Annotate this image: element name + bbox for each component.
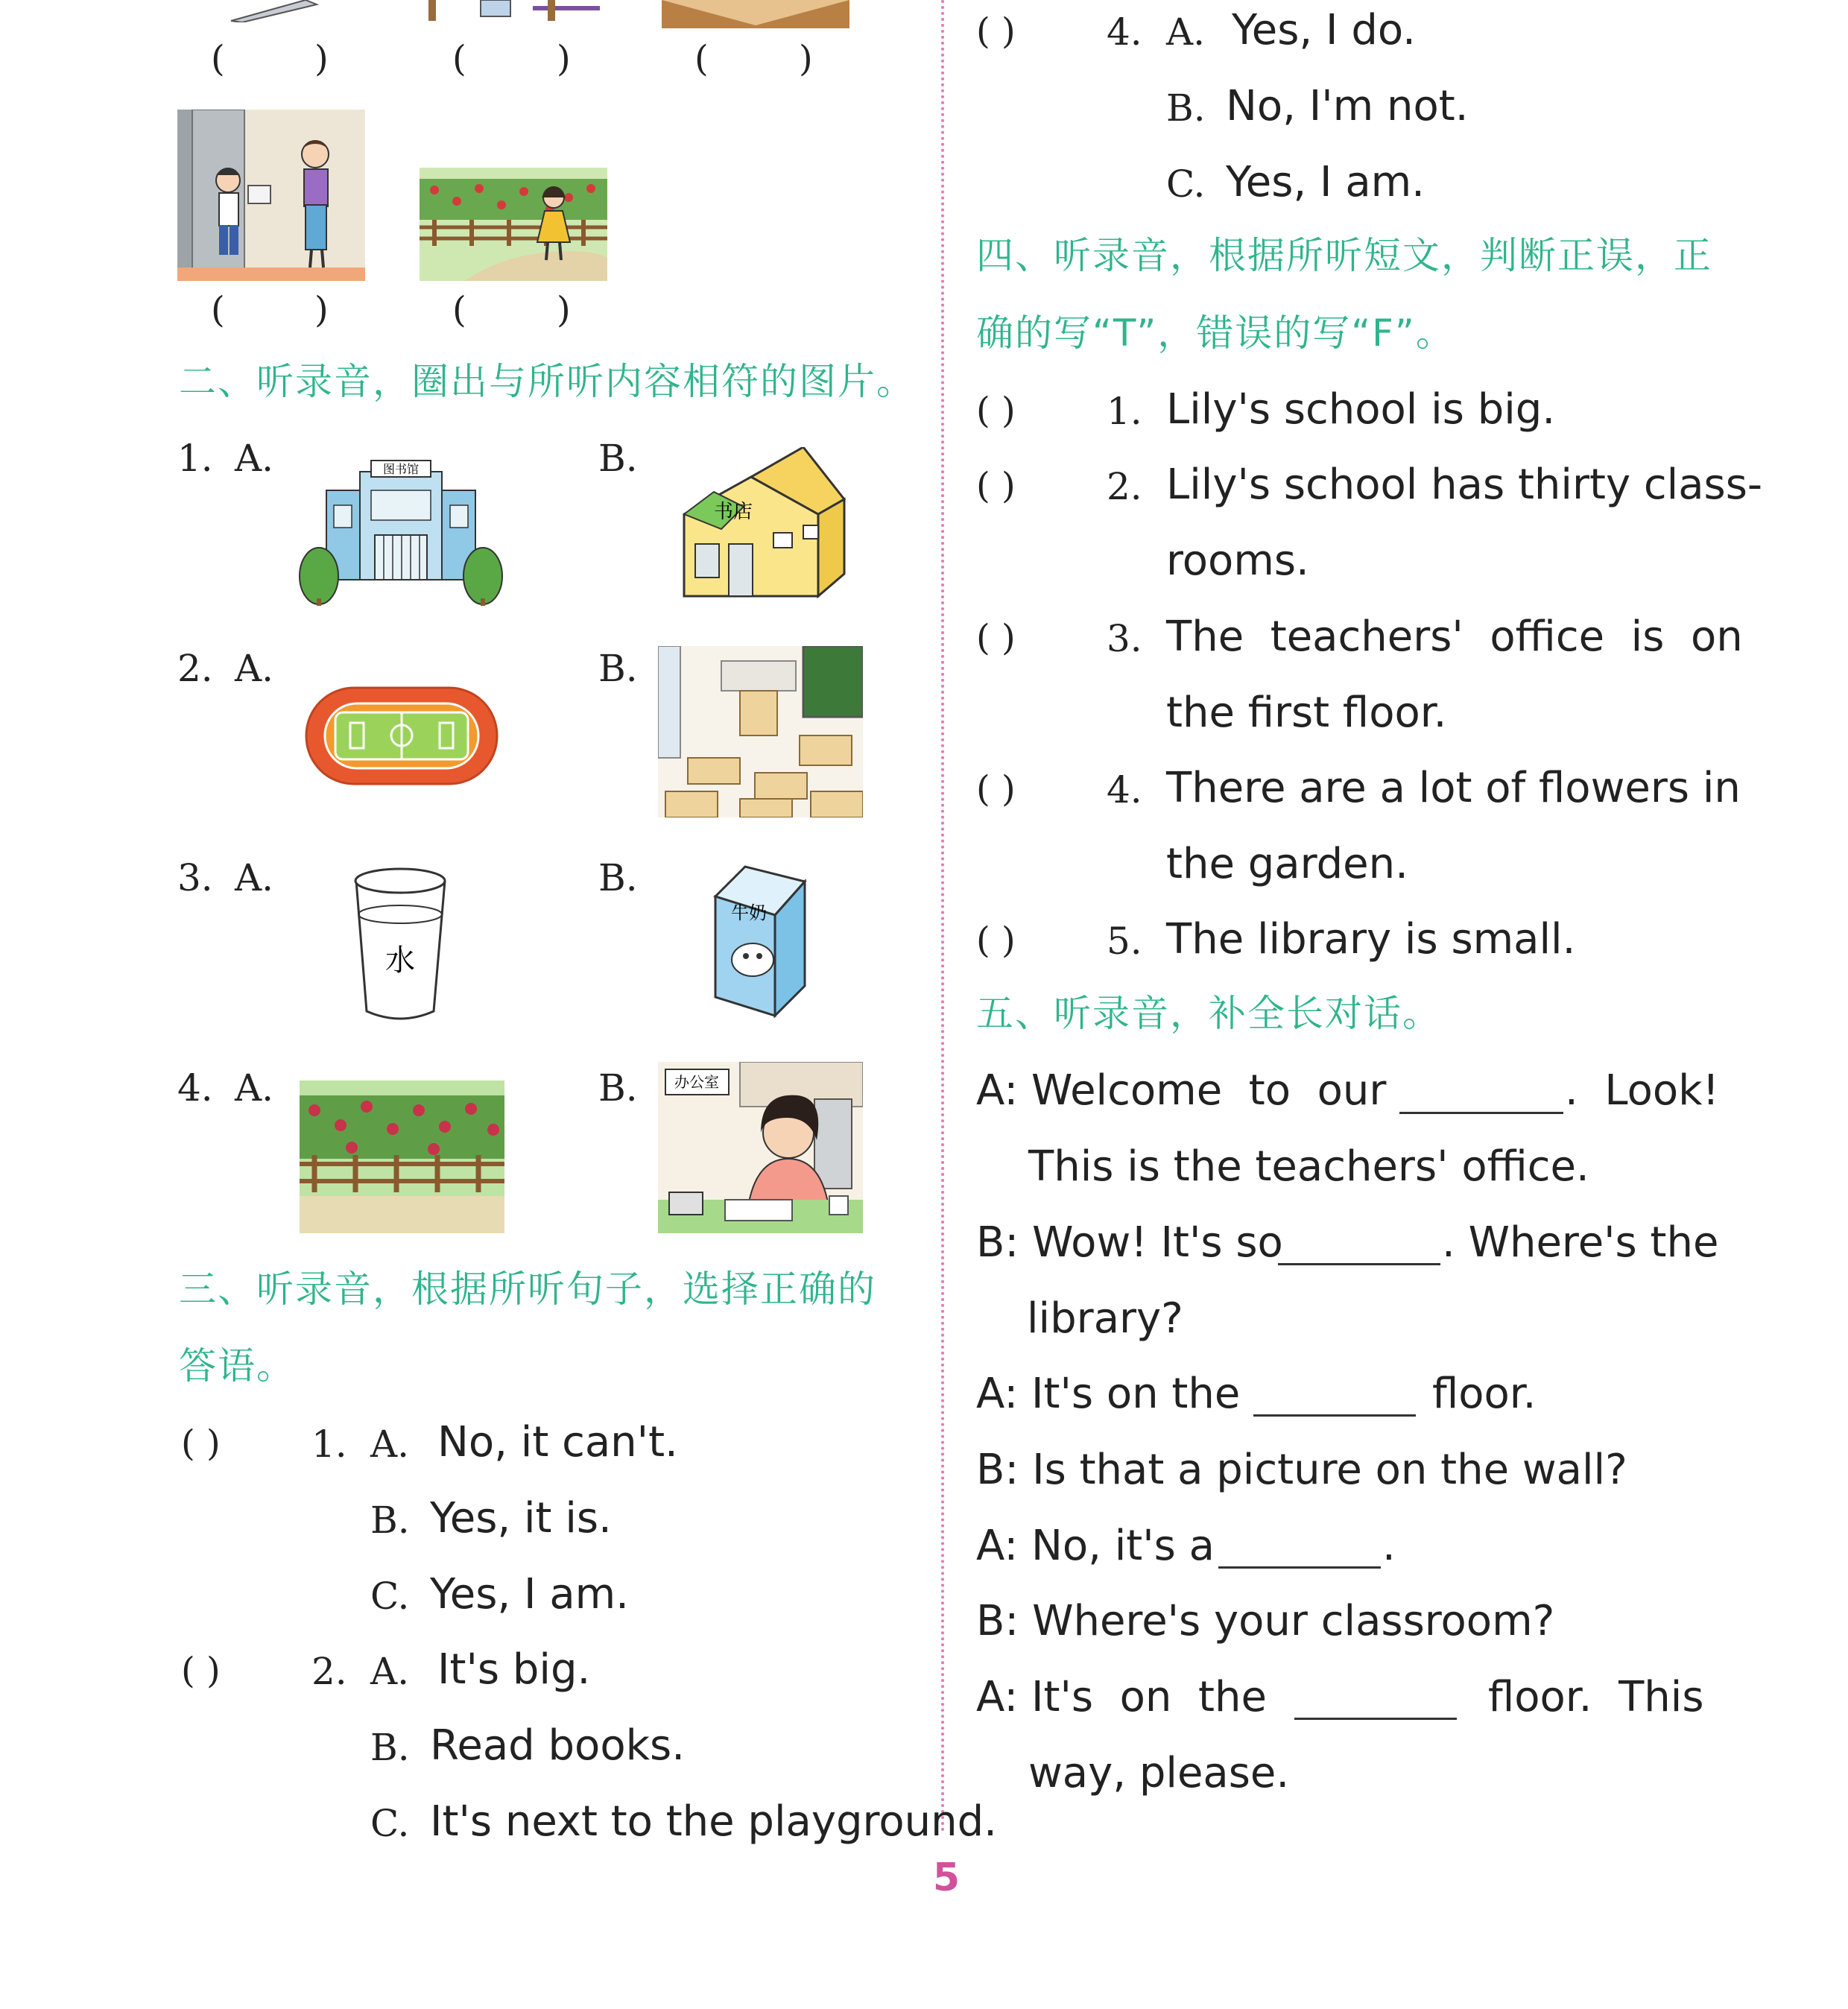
dialogue-line: B: Where's your classroom? [976, 1597, 1555, 1645]
statement-text-continued: rooms. [1166, 537, 1309, 585]
picture-office-teacher [658, 1062, 863, 1233]
section-heading: 二、听录音，圈出与所听内容相符的图片。 [179, 360, 915, 403]
option-label: A. [235, 856, 274, 899]
statement-text-continued: the first floor. [1166, 689, 1447, 737]
cropped-picture-furniture [421, 0, 607, 22]
picture-students-at-door [177, 110, 365, 281]
answer-paren-open: ( [694, 38, 709, 80]
option-text: It's next to the playground. [430, 1797, 997, 1846]
option-text: No, it can't. [437, 1418, 678, 1467]
option-label: B. [1166, 86, 1206, 130]
answer-paren-close: ) [799, 38, 813, 80]
question-number: 1. [177, 437, 213, 480]
picture-library-building [297, 453, 505, 606]
statement-text: Lily's school is big. [1166, 385, 1556, 434]
option-text: Yes, I am. [430, 1570, 629, 1619]
answer-blank[interactable] [1278, 1263, 1440, 1265]
section-heading: 三、听录音，根据所听句子，选择正确的 [179, 1268, 876, 1311]
option-label: A. [370, 1650, 410, 1693]
dialogue-line: way, please. [1028, 1749, 1290, 1797]
picture-glass-of-water [350, 866, 451, 1022]
answer-paren-open: ( [211, 289, 225, 331]
statement-text: The library is small. [1166, 915, 1576, 964]
option-label: C. [1166, 162, 1206, 206]
answer-paren[interactable]: ( ) [976, 920, 1016, 961]
question-number: 5. [1107, 920, 1142, 963]
question-number: 4. [1107, 768, 1142, 811]
statement-text: The teachers' office is on [1166, 613, 1743, 661]
answer-blank[interactable] [1294, 1718, 1457, 1720]
answer-paren-open: ( [452, 38, 466, 80]
option-label: B. [370, 1726, 410, 1769]
statement-text: There are a lot of flowers in [1166, 764, 1741, 812]
answer-blank[interactable] [1253, 1414, 1416, 1417]
answer-paren-close: ) [557, 38, 571, 80]
question-number: 4. [1107, 10, 1142, 54]
section-heading-continued: 确的写“T”，错误的写“F”。 [976, 311, 1455, 355]
dialogue-line: B: Is that a picture on the wall? [976, 1446, 1627, 1494]
question-number: 3. [1107, 617, 1142, 660]
option-text: Yes, I do. [1232, 6, 1416, 54]
picture-bookstore-building [669, 447, 848, 610]
column-divider [941, 0, 944, 1833]
answer-paren[interactable]: ( ) [976, 617, 1016, 659]
answer-blank[interactable] [1218, 1566, 1381, 1569]
bookstore-sign: 书店 [714, 501, 753, 523]
picture-girl-in-garden [420, 168, 607, 281]
question-number: 2. [177, 647, 213, 690]
option-text: Read books. [430, 1721, 685, 1770]
picture-playground [304, 686, 499, 786]
answer-paren-close: ) [314, 38, 329, 80]
question-number: 2. [1107, 465, 1142, 508]
answer-paren[interactable]: ( ) [976, 390, 1016, 431]
answer-paren-close: ) [557, 289, 571, 331]
dialogue-line: A: Welcome to our [976, 1066, 1387, 1115]
statement-text: Lily's school has thirty class- [1166, 461, 1763, 509]
question-number: 1. [1107, 390, 1142, 433]
option-label: B. [598, 856, 638, 899]
water-label: 水 [385, 943, 415, 978]
option-label: B. [598, 647, 638, 690]
option-label: A. [235, 647, 274, 690]
dialogue-line-end: . Look! [1565, 1066, 1720, 1115]
dialogue-line: library? [1027, 1294, 1183, 1343]
answer-paren-close: ) [314, 289, 329, 331]
answer-blank[interactable] [1399, 1112, 1563, 1114]
dialogue-line: A: It's on the [976, 1370, 1241, 1418]
option-text: It's big. [437, 1645, 591, 1694]
cropped-picture-room [662, 0, 849, 28]
question-number: 3. [177, 856, 213, 899]
answer-paren[interactable]: ( ) [976, 768, 1016, 810]
option-label: B. [598, 437, 638, 480]
option-label: B. [598, 1066, 638, 1110]
picture-flower-garden [300, 1081, 504, 1233]
option-text: Yes, it is. [430, 1494, 612, 1543]
library-sign: 图书馆 [382, 462, 420, 476]
answer-paren-open: ( [211, 38, 225, 80]
milk-label: 牛奶 [731, 902, 767, 923]
section-heading: 四、听录音，根据所听短文，判断正误，正 [976, 234, 1712, 277]
dialogue-line: B: Wow! It's so [976, 1218, 1283, 1267]
question-number: 2. [311, 1650, 347, 1693]
option-label: A. [235, 437, 274, 480]
answer-paren[interactable]: ( ) [976, 10, 1016, 52]
dialogue-line-end: floor. This [1488, 1673, 1704, 1721]
statement-text-continued: the garden. [1166, 840, 1408, 888]
dialogue-line: This is the teachers' office. [1028, 1142, 1589, 1191]
dialogue-line: A: It's on the [976, 1673, 1267, 1721]
option-text: No, I'm not. [1226, 82, 1469, 130]
dialogue-line-end: . [1382, 1522, 1396, 1570]
option-label: C. [370, 1802, 410, 1845]
picture-milk-carton [712, 863, 808, 1019]
picture-classroom [658, 646, 863, 817]
answer-paren[interactable]: ( ) [181, 1650, 221, 1692]
office-sign: 办公室 [674, 1073, 719, 1091]
cropped-picture-keyboard [224, 0, 320, 22]
option-label: C. [370, 1575, 410, 1618]
dialogue-line-end: floor. [1432, 1370, 1537, 1418]
question-number: 1. [311, 1423, 347, 1466]
answer-paren[interactable]: ( ) [181, 1423, 221, 1464]
dialogue-line-end: . Where's the [1442, 1218, 1719, 1267]
option-label: A. [370, 1423, 410, 1466]
answer-paren[interactable]: ( ) [976, 465, 1016, 507]
option-text: Yes, I am. [1226, 158, 1425, 206]
option-label: A. [235, 1066, 274, 1110]
option-label: B. [370, 1499, 410, 1542]
option-label: A. [1166, 10, 1206, 54]
question-number: 4. [177, 1066, 213, 1110]
page-number: 5 [932, 1855, 961, 1900]
section-heading: 五、听录音，补全长对话。 [976, 992, 1441, 1035]
section-heading-continued: 答语。 [179, 1344, 295, 1388]
dialogue-line: A: No, it's a [976, 1522, 1215, 1570]
answer-paren-open: ( [452, 289, 466, 331]
